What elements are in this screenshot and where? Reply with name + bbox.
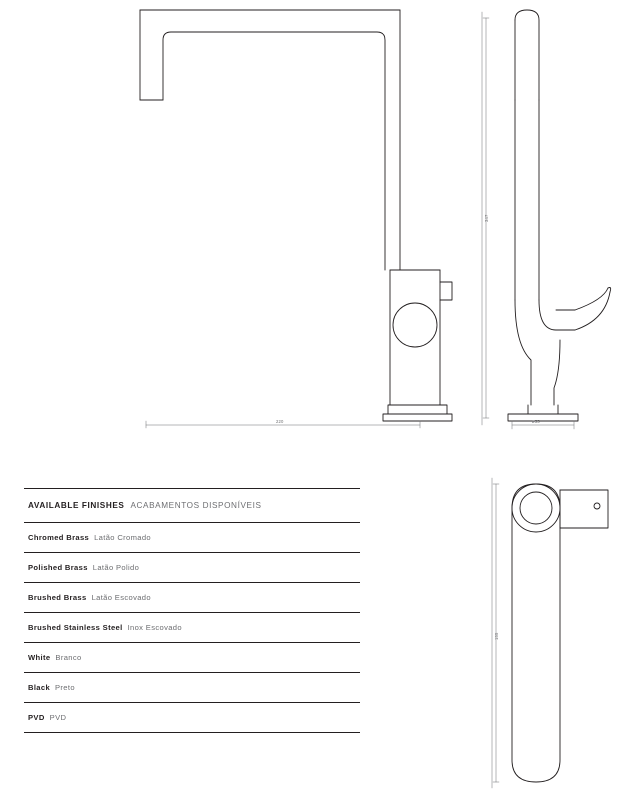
detail-screw-hole bbox=[594, 503, 600, 509]
finish-label-en: Brushed Brass bbox=[28, 593, 87, 602]
spout-inner bbox=[163, 32, 385, 270]
dim-text-side-base: ø55 bbox=[532, 419, 540, 424]
dim-text-bottom-height: 155 bbox=[494, 632, 499, 640]
side-handle-arm bbox=[575, 288, 608, 310]
handle-front bbox=[440, 282, 452, 300]
finish-label-en: Brushed Stainless Steel bbox=[28, 623, 123, 632]
base-plate-front bbox=[383, 414, 452, 421]
finish-row-black bbox=[24, 673, 360, 703]
detail-circle-outer bbox=[512, 484, 560, 532]
finish-label-en: Polished Brass bbox=[28, 563, 88, 572]
side-body-right-lower bbox=[554, 340, 560, 405]
finishes-header-label-en: AVAILABLE FINISHES bbox=[28, 501, 125, 510]
base-flange-front bbox=[388, 405, 447, 414]
available-finishes-table bbox=[24, 488, 360, 733]
detail-side-block bbox=[560, 490, 608, 528]
finish-label-pt: Latão Cromado bbox=[94, 533, 152, 542]
finish-label-en: Chromed Brass bbox=[28, 533, 90, 542]
side-body-lower-right bbox=[539, 300, 560, 330]
detail-tube-capsule bbox=[512, 484, 560, 782]
finish-label-en: White bbox=[28, 653, 51, 662]
side-body-lower-left bbox=[515, 300, 531, 405]
finish-row-chromed-brass bbox=[24, 523, 360, 553]
aerator-knob bbox=[393, 303, 437, 347]
finish-row-pvd bbox=[24, 703, 360, 733]
finish-label-pt: PVD bbox=[49, 713, 67, 722]
detail-circle-inner bbox=[520, 492, 552, 524]
finish-row-polished-brass bbox=[24, 553, 360, 583]
finish-label-en: Black bbox=[28, 683, 51, 692]
finish-label-pt: Branco bbox=[55, 653, 82, 662]
finish-label-pt: Inox Escovado bbox=[127, 623, 182, 632]
finish-label-pt: Latão Polido bbox=[92, 563, 140, 572]
side-tube-top bbox=[515, 10, 539, 100]
base-flange-side bbox=[528, 405, 558, 414]
finish-label-pt: Preto bbox=[55, 683, 75, 692]
dim-text-front-width: 220 bbox=[276, 419, 284, 424]
finish-row-brushed-stainless-steel bbox=[24, 613, 360, 643]
finish-row-brushed-brass bbox=[24, 583, 360, 613]
finish-row-white bbox=[24, 643, 360, 673]
dim-text-side-height: 347 bbox=[484, 214, 489, 222]
finishes-header-row bbox=[24, 489, 360, 523]
finish-label-en: PVD bbox=[28, 713, 45, 722]
finish-label-pt: Latão Escovado bbox=[91, 593, 151, 602]
base-plate-side bbox=[508, 414, 578, 421]
finishes-header-label-pt: ACABAMENTOS DISPONÍVEIS bbox=[130, 501, 262, 510]
